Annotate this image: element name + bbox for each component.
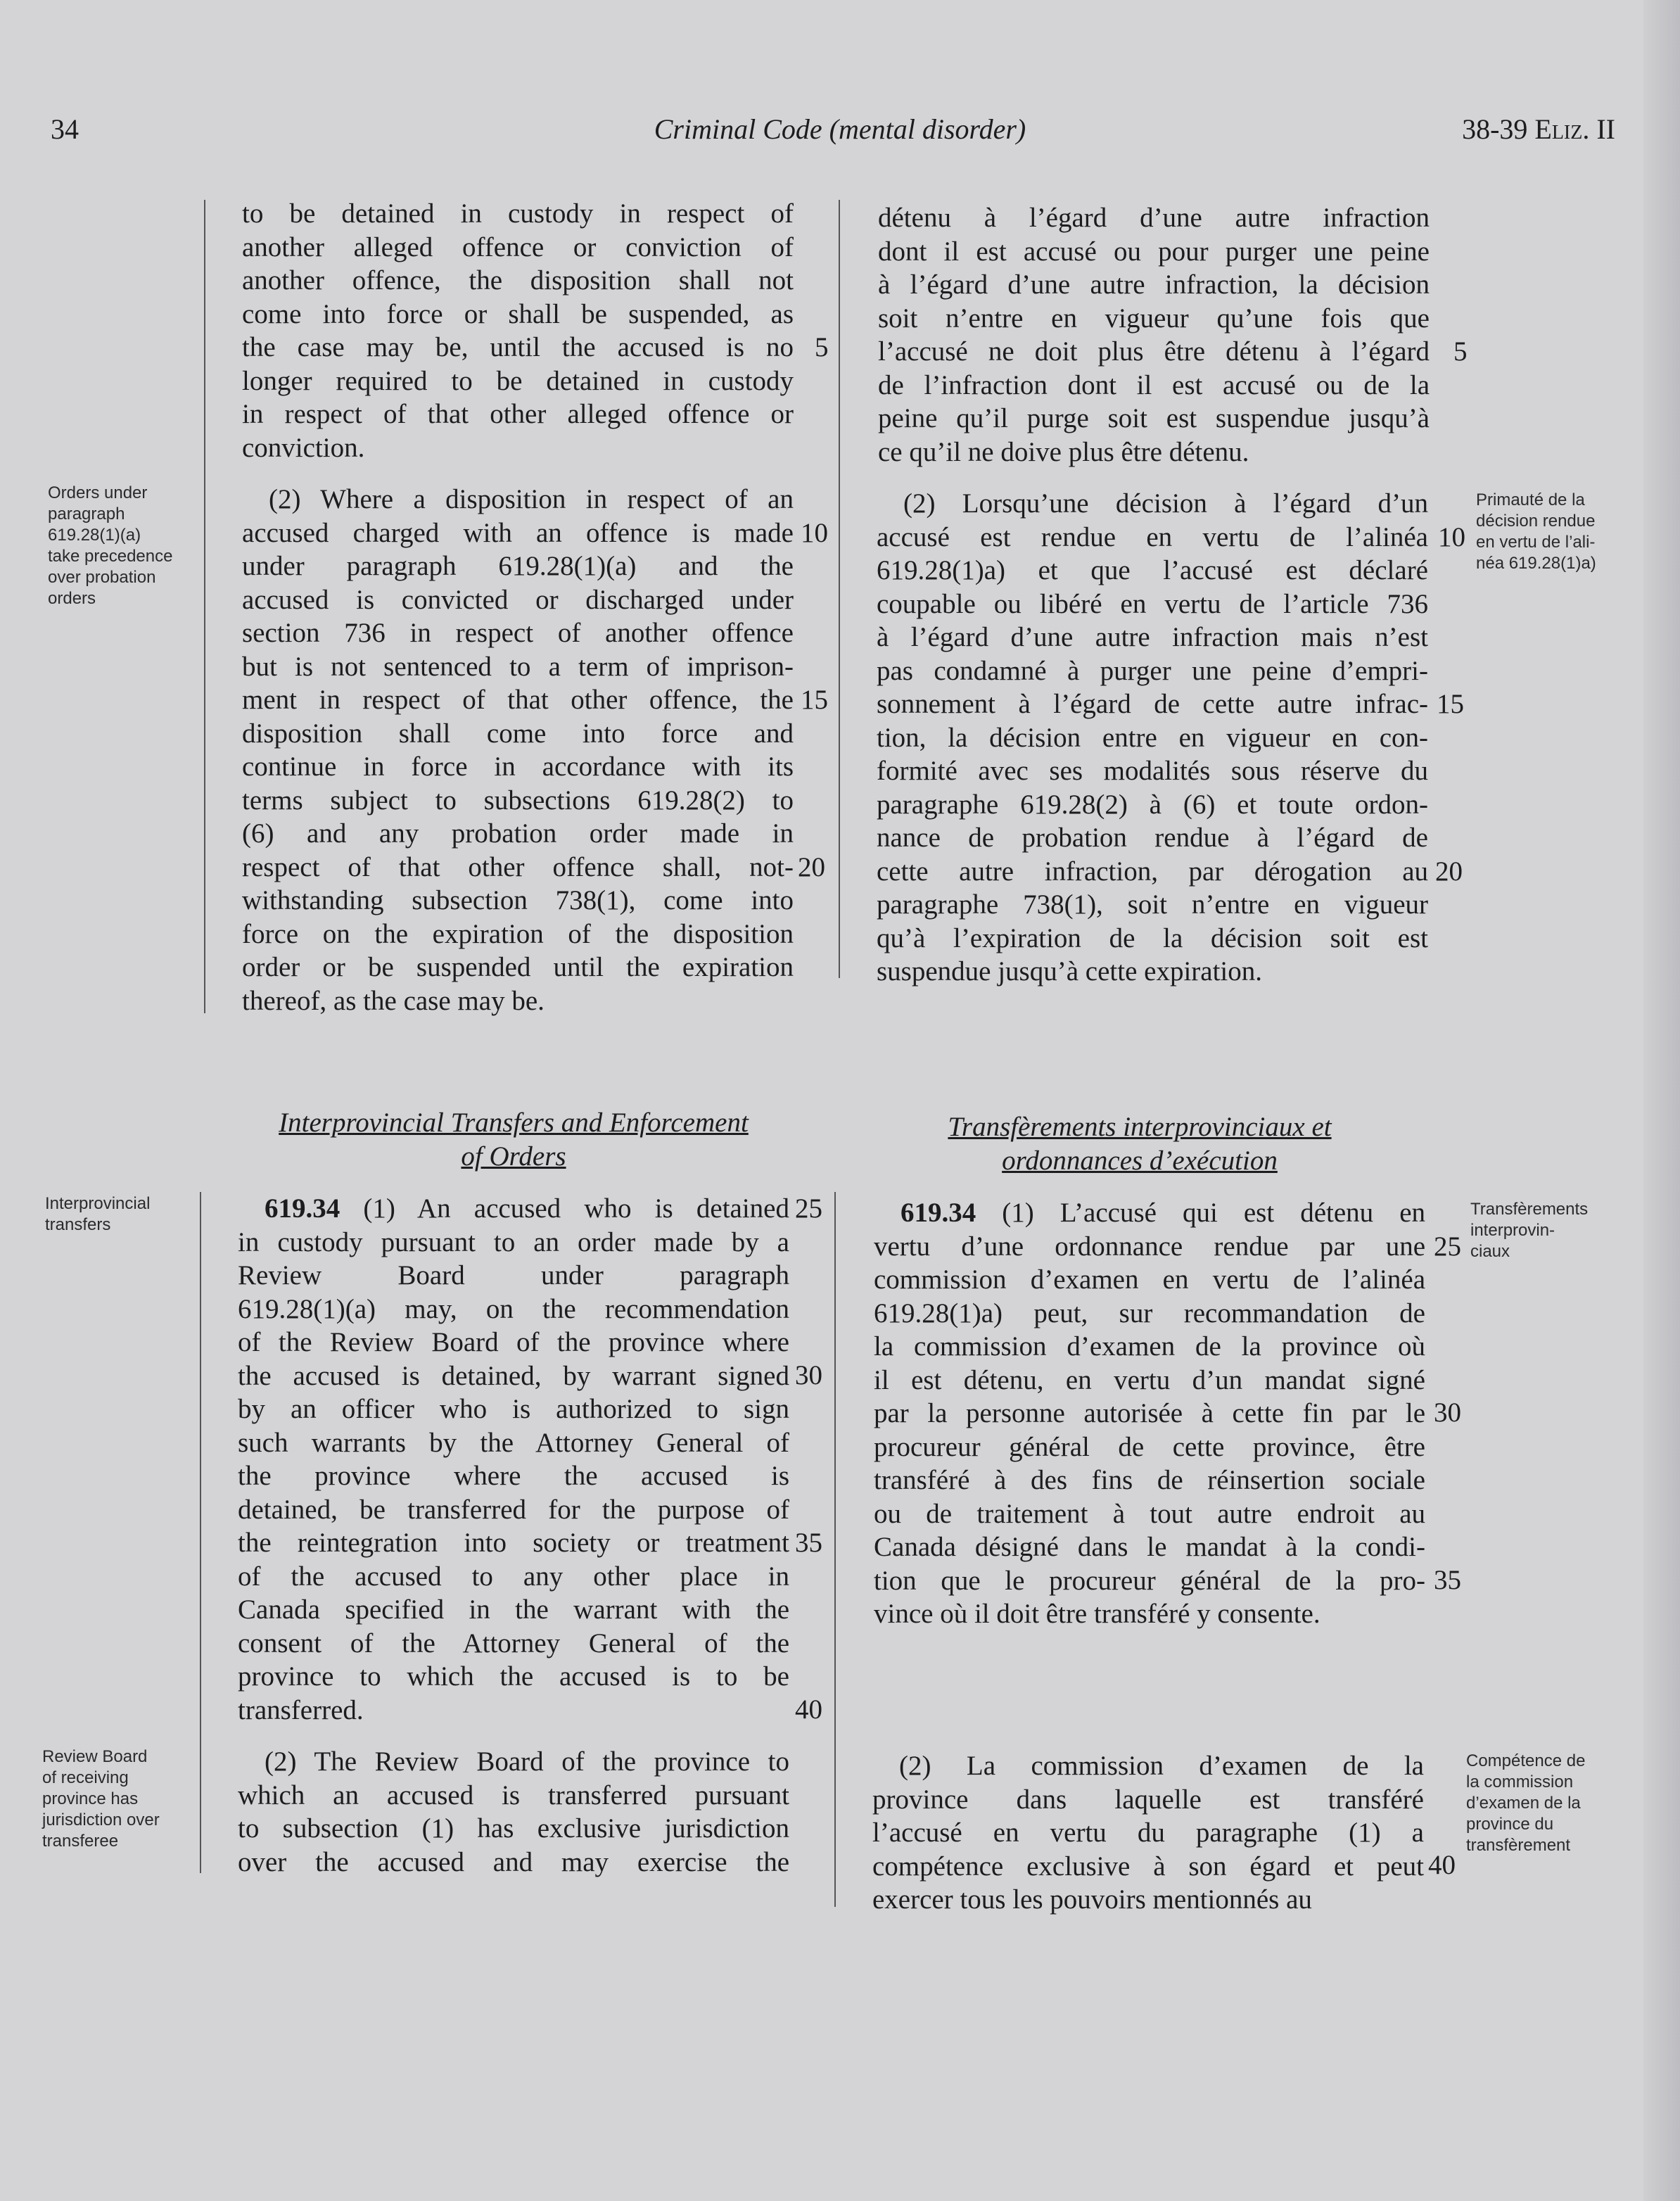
margin-note-competence: Compétence de la commission d’examen de la province du transfèrement xyxy=(1466,1751,1586,1855)
column-rule-left-bottom xyxy=(200,1192,201,1873)
french-line-number: 15 xyxy=(1437,689,1464,719)
french-line-number: 40 xyxy=(1428,1850,1456,1880)
margin-note-interprovincial-transfers: Interprovincial transfers xyxy=(45,1194,151,1234)
english-line-number: 30 xyxy=(795,1360,822,1390)
english-line-number: 10 xyxy=(801,518,828,548)
english-continuation-paragraph: to be detained in custody in respect of another alleged offence or conviction of another offence, the disposition shall not come into force or shall be suspended, as the case may be, until the accused is no longer required to be detained in custody in respect of that other alleged offence or conviction. xyxy=(242,198,794,463)
english-line-number: 40 xyxy=(795,1694,822,1725)
english-line-number: 15 xyxy=(801,685,828,715)
french-line-number: 5 xyxy=(1453,336,1468,367)
margin-note-review-board-jurisdiction: Review Board of receiving province has jurisdiction over transferee xyxy=(42,1747,160,1851)
english-line-number: 35 xyxy=(795,1528,822,1558)
margin-note-primaute: Primauté de la décision rendue en vertu de l’ali- néa 619.28(1)a) xyxy=(1476,490,1596,573)
french-section-619-34-subsection-2: (2) La commission d’examen de la province dans laquelle est transféré l’accusé en vertu du paragraphe (1) a compétence exclusive à son égard et peut exercer tous les pouvoirs mentionnés au xyxy=(872,1751,1424,1915)
french-subsection-2-decision: (2) Lorsqu’une décision à l’égard d’un accusé est rendue en vertu de l’alinéa 619.28(1)a) et que l’accusé est déclaré coupable ou libéré en vertu de l’article 736 à l’égard d’une autre infraction mais n’est pas condamné à purger une peine d’empri- sonnement à l’égard de cette autre infrac- tion, la décision entre en vigueur en con- formité avec ses modalités sous réserve du paragraphe 619.28(2) à (6) et toute ordon- nance de probation rendue à l’égard de cette autre infraction, par dérogation au paragraphe 738(1), soit n’entre en vigueur qu’à l’expiration de la décision soit est suspendue jusqu’à cette expiration. xyxy=(877,488,1428,987)
english-section-619-34-subsection-1: 619.34 (1) An accused who is detained in custody pursuant to an order made by a Review Board under paragraph 619.28(1)(a) may, on the recommendation of the Review Board of the province where the accused is detained, by warrant signed by an officer who is authorized to sign such warrants by the Attorney General of the province where the accused is detained, be transferred for the purpose of the reintegration into society or treatment of the accused to any other place in Canada specified in the warrant with the consent of the Attorney General of the province to which the accused is to be transferred. xyxy=(238,1193,789,1725)
english-subsection-2-disposition: (2) Where a disposition in respect of an accused charged with an offence is made under paragraph 619.28(1)(a) and the accused is convicted or discharged under section 736 in respect of another offence but is not sentenced to a term of imprison- ment in respect of that other offence, the disposition shall come into force and continue in force in accordance with its terms subject to subsections 619.28(2) to (6) and any probation order made in respect of that other offence shall, not- withstanding subsection 738(1), come into force on the expiration of the disposition order or be suspended until the expiration thereof, as the case may be. xyxy=(242,484,794,1016)
french-line-number: 10 xyxy=(1438,522,1465,552)
french-line-number: 25 xyxy=(1434,1231,1461,1262)
french-section-619-34-subsection-1: 619.34 (1) L’accusé qui est détenu en vertu d’une ordonnance rendue par une commission d’examen en vertu de l’alinéa 619.28(1)a) peut, sur recommandation de la commission d’examen de la province où il est détenu, en vertu d’un mandat signé par la personne autorisée à cette fin par le procureur général de cette province, être transféré à des fins de réinsertion sociale ou de traitement à tout autre endroit au Canada désigné dans le mandat à la condi- tion que le procureur général de la pro- vince où il doit être transféré y consente. xyxy=(874,1198,1425,1629)
session-label: 38-39 Eliz. II xyxy=(1462,113,1615,145)
margin-note-orders-under-paragraph: Orders under paragraph 619.28(1)(a) take precedence over probation orders xyxy=(48,483,173,608)
french-line-number: 30 xyxy=(1434,1397,1461,1428)
english-section-heading: Interprovincial Transfers and Enforcement of Orders xyxy=(279,1108,749,1172)
french-line-number: 20 xyxy=(1435,856,1463,887)
column-rule-left-top xyxy=(204,200,205,1013)
french-continuation-paragraph: détenu à l’égard d’une autre infraction dont il est accusé ou pour purger une peine à l’égard d’une autre infraction, la décision soit n’entre en vigueur qu’une fois que l’accusé ne doit plus être détenu à l’égard de l’infraction dont il est accusé ou de la peine qu’il purge soit est suspendue jusqu’à ce qu’il ne doive plus être détenu. xyxy=(878,203,1430,467)
english-line-number: 25 xyxy=(795,1193,822,1224)
page-title: Criminal Code (mental disorder) xyxy=(654,113,1026,145)
french-section-heading: Transfèrements interprovinciaux et ordonnances d’exécution xyxy=(948,1112,1332,1176)
english-line-number: 20 xyxy=(798,852,825,882)
page-edge-shadow xyxy=(1643,0,1680,2201)
french-line-number: 35 xyxy=(1434,1565,1461,1595)
english-line-number: 5 xyxy=(815,332,829,362)
column-rule-middle-top xyxy=(839,200,840,978)
column-rule-middle-bottom xyxy=(834,1192,836,1907)
english-section-619-34-subsection-2: (2) The Review Board of the province to which an accused is transferred pursuant to subsection (1) has exclusive jurisdiction over the accused and may exercise the xyxy=(238,1746,789,1877)
margin-note-transferements: Transfèrements interprovin- ciaux xyxy=(1470,1200,1589,1261)
page-number: 34 xyxy=(51,113,79,145)
